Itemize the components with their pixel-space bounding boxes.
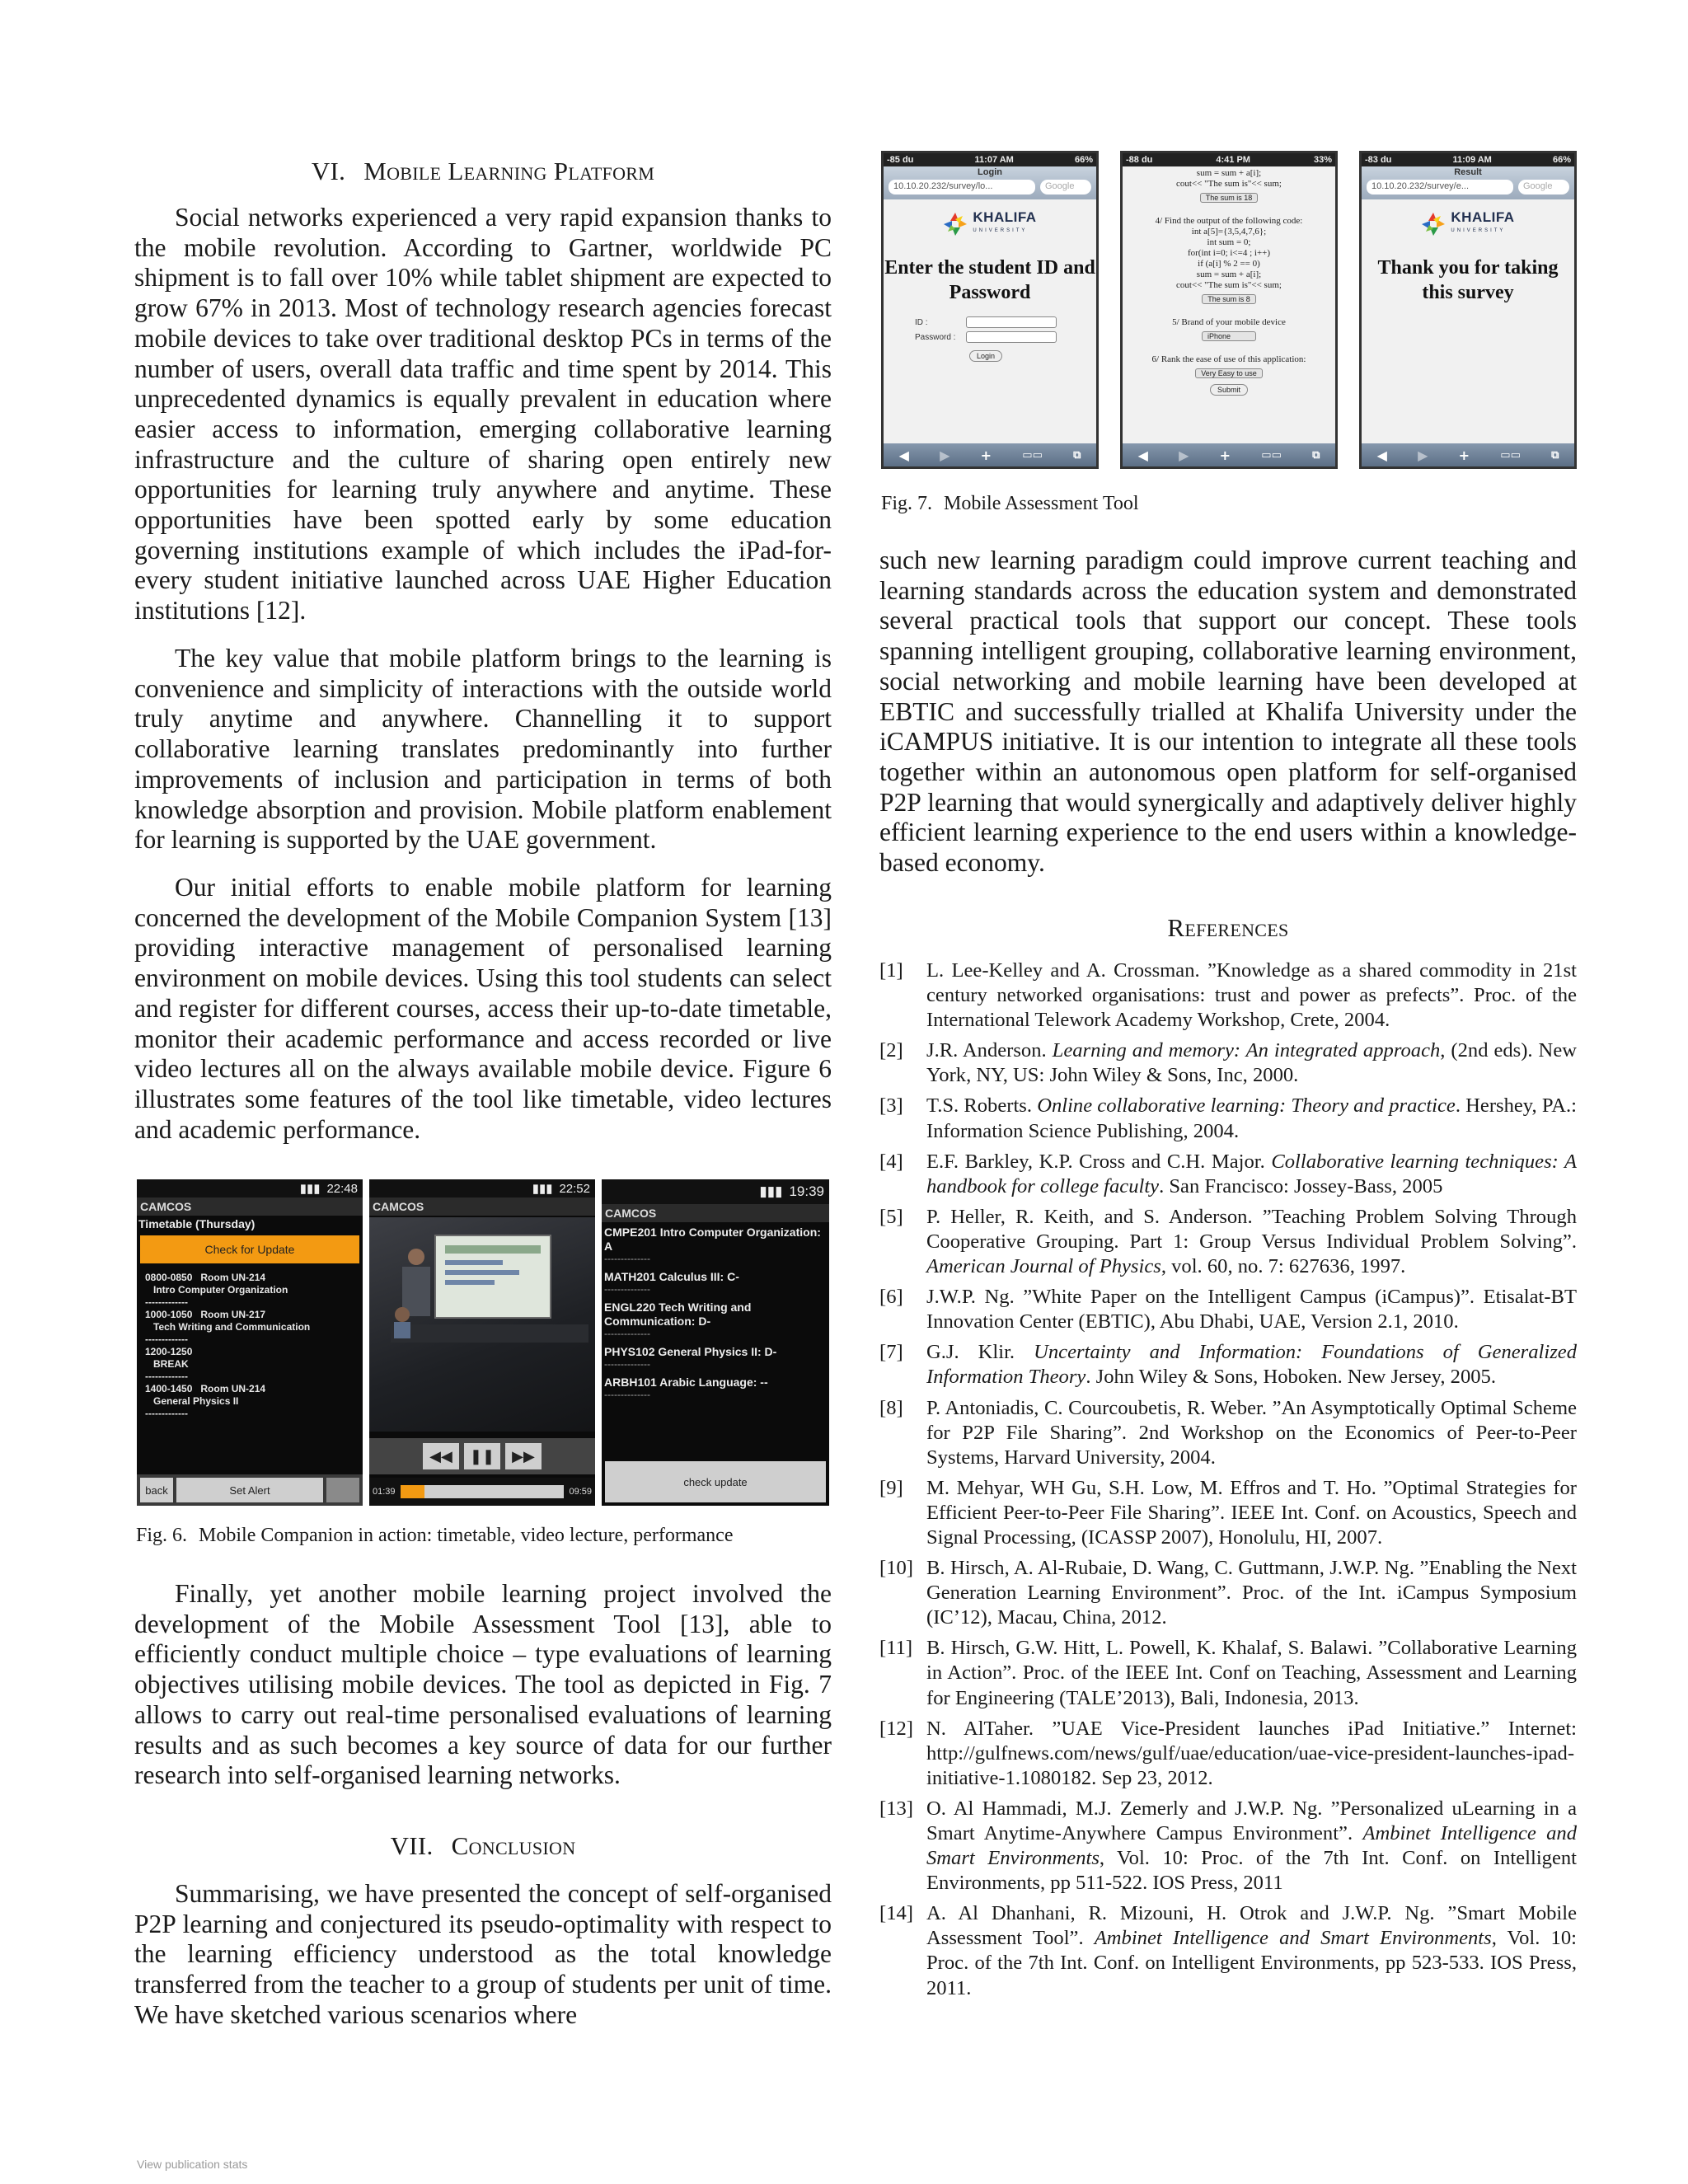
signal-icon: ▮▮▮ [532,1182,553,1196]
reference-number: [8] [879,1396,903,1419]
reference-text: . Hershey, PA.: Information Science Publishing, 2004. [926,1094,1577,1142]
elapsed-time: 01:39 [373,1487,396,1497]
thank-you-heading: Thank you for taking this survey [1377,257,1559,303]
reference-number: [11] [879,1637,913,1660]
logo-subtext: UNIVERSITY [1451,228,1506,233]
reference-text: P. Antoniadis, C. Courcoubetis, R. Weber. ”An Asymptotically Optimal Scheme for P2P File Sharing”. 2nd Workshop on the Economics of Peer-to-Peer Systems, Harvard University, 2004. [926,1396,1577,1469]
logo-text: KHALIFA [973,209,1037,225]
separator: -------------- [604,1283,650,1295]
login-button[interactable]: Login [969,350,1002,362]
login-heading: Enter the student ID and Password [884,257,1095,303]
reference-item [879,1094,1577,1143]
id-label: ID : [915,317,928,327]
reference-text: , Vol. 10: Proc. of the 7th Int. Conf. on Intelligent Environments, pp 523-533. IOS Press, 2011. [926,1927,1577,1999]
paragraph: The key value that mobile platform brings to the learning is convenience and simplicity of interactions with the outside world truly anytime and anywhere. Channelling it to support collaborative learning translates predominantly into further improvements of inclusion and participation in terms of both knowledge absorption and provision. Mobile platform enablement for learning is supported by the UAE government. [134,644,832,855]
reference-italic-title: Uncertainty and Information: Foundations of Generalized Information Theory [926,1341,1577,1389]
reference-text: L. Lee-Kelley and A. Crossman. ”Knowledge as a shared commodity in 21st century networked organisations: trust and power as prefects”. Proc. of the International Telework Academy Workshop, Crete, 2004. [926,959,1577,1032]
reference-item [879,958,1577,1033]
reference-item [879,1340,1577,1390]
id-input[interactable] [966,316,1057,328]
bookmarks-icon[interactable]: ▭▭ [1500,448,1521,462]
khalifa-logo-mark-icon [943,212,968,237]
caption-text: Mobile Assessment Tool [944,493,1139,514]
code-line: for(int i=0; i<=4 ; i++) [1187,248,1271,258]
lecture-scene-image [369,1217,595,1432]
section-7-heading [134,1831,832,1861]
bookmarks-icon[interactable]: ▭▭ [1261,448,1282,462]
paragraph: such new learning paradigm could improve current teaching and learning standards across the education system and demonstrated several practical tools that support our concept. These tools spanning intelligent grouping, collaborative learning environment, social networking and mobile learning have been developed at EBTIC and successfully trialled at Khalifa University under the iCAMPUS initiative. It is our intention to integrate all these tools together within an autonomous open platform for self-organised P2P learning that would synergically and adaptively deliver highly efficient learning experience to the end users within a knowledge-based economy. [879,546,1577,878]
back-arrow-icon[interactable]: ◀ [1376,447,1387,463]
check-for-update-button[interactable]: Check for Update [140,1235,359,1263]
signal-icon: ▮▮▮ [299,1182,321,1196]
paragraph: Finally, yet another mobile learning project involved the development of the Mobile Assessment Tool [13], able to efficiently conduct multiple choice – type evaluations of learning objectives utilising mobile devices. The tool as depicted in Fig. 7 allows to carry out real-time personalised evaluations of learning results and as such becomes a key source of data for our further research into self-organised learning networks. [134,1579,832,1790]
logo-subtext: UNIVERSITY [973,228,1028,233]
code-line: int sum = 0; [1207,237,1251,247]
clock: 4:41 PM [1216,155,1250,165]
password-label: Password : [915,332,956,342]
reference-italic-title: Ambinet Intelligence and Smart Environments [926,1822,1577,1870]
iphone-quiz-screenshot [1120,151,1338,469]
reference-text: B. Hirsch, A. Al-Rubaie, D. Wang, C. Guttmann, J.W.P. Ng. ”Enabling the Next Generation Learning Environment”. Proc. of the Int. iCampus Symposium (IC’12), Macau, China, 2012. [926,1557,1577,1629]
page-title: Result [1454,167,1482,177]
reference-number: [9] [879,1476,903,1499]
course-grade: MATH201 Calculus III: C- [604,1270,739,1283]
seek-bar-row [369,1478,595,1506]
reference-text: . San Francisco: Jossey-Bass, 2005 [1159,1174,1443,1197]
bottom-button-bar [137,1474,363,1506]
course-grade: CMPE201 Intro Computer Organization: A [604,1226,821,1253]
forward-arrow-icon[interactable]: ▶ [940,447,950,463]
reference-text: A. Al Dhanhani, R. Mizouni, H. Otrok and J.W.P. Ng. ”Smart Mobile Assessment Tool”. [926,1902,1577,1950]
ease-select[interactable]: Very Easy to use [1195,368,1263,378]
device-select[interactable]: iPhone [1202,331,1256,341]
clock: 22:52 [559,1181,590,1196]
signal-icon: ▮▮▮ [759,1183,783,1199]
battery-level: 33% [1313,155,1332,165]
figure-7-caption [881,491,1578,516]
add-icon[interactable]: + [1458,447,1470,463]
figure-label: Fig. 7. [881,493,933,514]
caption-text: Mobile Companion in action: timetable, video lecture, performance [199,1525,734,1546]
submit-button[interactable]: Submit [1210,384,1248,396]
section-title: Mobile Learning Platform [363,157,655,185]
course-grade: ENGL220 Tech Writing and Communication: D- [604,1301,752,1328]
paragraph: Social networks experienced a very rapid expansion thanks to the mobile revolution. According to Gartner, worldwide PC shipment is to fall over 10% while tablet shipment are expected to grow 67% in 2013. Most of technology research agencies forecast mobile devices to take over traditional desktop PCs in terms of the number of users, overall data traffic and time spent by 2014. This unprecedented dynamics is equally prevalent in education where easier access to information, emerging collaborative learning infrastructure and the culture of sharing open entirely new opportunities for learning truly anywhere and anytime. These opportunities have been spotted early by some education governing institutions example of which includes the iPad-for-every student initiative launched across UAE Higher Education institutions [12]. [134,203,832,626]
add-icon[interactable]: + [1219,447,1231,463]
khalifa-logo [884,211,1096,237]
reference-text: J.R. Anderson. [926,1039,1053,1062]
status-bar [1362,153,1574,166]
reference-text: B. Hirsch, G.W. Hitt, L. Powell, K. Khalaf, S. Balawi. ”Collaborative Learning in Action”. Proc. of the IEEE Int. Conf on Teaching, Assessment and Learning for Engineering (TALE’2013), Bali, Indonesia, 2013. [926,1637,1577,1709]
reference-italic-title: Learning and memory: An integrated approach [1052,1039,1441,1062]
next-button[interactable] [326,1478,359,1502]
status-bar [884,153,1096,166]
question-text: 5/ Brand of your mobile device [1172,317,1286,327]
section-number: VI. [311,157,346,185]
reference-italic-title: Online collaborative learning: Theory and practice [1037,1094,1456,1118]
browser-toolbar [1362,166,1574,199]
status-bar [1123,153,1335,166]
status-bar [369,1179,595,1197]
safari-bottom-toolbar [884,443,1096,466]
app-title: CAMCOS [137,1197,363,1216]
id-row [915,316,1096,328]
pages-icon[interactable]: ⧉ [1312,448,1320,462]
separator: -------------- [604,1358,650,1370]
clock: 11:09 AM [1452,155,1492,165]
reference-text: . John Wiley & Sons, Hoboken. New Jersey, 2005. [1085,1366,1497,1389]
rewind-button[interactable]: ◀◀ [423,1443,459,1469]
reference-text: N. AlTaher. ”UAE Vice-President launches iPad Initiative.” Internet: http://gulfnews.com/news/gulf/uae/education/uae-vice-president-launches-ipad-initiative-1.1080182. Sep 23, 2012. [926,1717,1577,1789]
page-title: Login [978,167,1002,177]
course-grade: ARBH101 Arabic Language: -- [604,1376,768,1389]
figure-7 [881,151,1577,469]
reference-item [879,1636,1577,1710]
total-time: 09:59 [569,1487,592,1497]
separator: -------------- [604,1253,650,1264]
quiz-content [1123,166,1335,396]
search-field[interactable]: Google [1518,180,1569,194]
phone-timetable-screenshot [137,1179,363,1506]
grades-list [602,1222,829,1399]
code-line: sum = sum + a[i]; [1196,168,1262,178]
reference-text: , vol. 60, no. 7: 627636, 1997. [1160,1255,1406,1278]
reference-text: M. Mehyar, WH Gu, S.H. Low, M. Effros and T. Ho. ”Optimal Strategies for Efficient Peer-to-Peer File Sharing”. IEEE Int. Conf. on Acoustics, Speech and Signal Processing, (ICASSP 2007), Honolulu, HI, 2007. [926,1476,1577,1549]
carrier: -85 du [887,155,914,165]
khalifa-logo-mark-icon [1421,212,1446,237]
reference-number: [4] [879,1150,903,1173]
lecture-video-frame[interactable] [369,1217,595,1432]
safari-bottom-toolbar [1362,443,1574,466]
reference-number: [7] [879,1341,903,1364]
carrier: -83 du [1365,155,1392,165]
section-number: VII. [390,1831,434,1860]
reference-item [879,1901,1577,2000]
reference-italic-title: Ambinet Intelligence and Smart Environments [1094,1927,1492,1950]
reference-text: O. Al Hammadi, M.J. Zemerly and J.W.P. Ng. ”Personalized uLearning in a Smart Anytime-Anywhere Campus Environment”. [926,1797,1577,1844]
reference-number: [14] [879,1902,913,1925]
reference-item [879,1150,1577,1199]
course-grade: PHYS102 General Physics II: D- [604,1345,777,1358]
back-button[interactable]: back [140,1478,173,1502]
browser-toolbar [884,166,1096,199]
khalifa-wordmark [1451,211,1514,237]
pages-icon[interactable]: ⧉ [1073,448,1081,462]
paragraph: Our initial efforts to enable mobile platform for learning concerned the development of the Mobile Companion System [13] providing interactive management of personalised learning environment on mobile devices. Using this tool students can select and register for different courses, access their up-to-date timetable, monitor their academic performance and access recorded or live video lectures all on the always available mobile device. Figure 6 illustrates some features of the tool like timetable, video lectures and academic performance. [134,873,832,1144]
reference-text: G.J. Klir. [926,1341,1034,1364]
answer-select[interactable]: The sum is 18 [1200,193,1259,203]
add-icon[interactable]: + [980,447,992,463]
app-title: CAMCOS [369,1197,595,1216]
reference-italic-title: American Journal of Physics [926,1255,1161,1278]
reference-number: [12] [879,1717,913,1740]
separator: -------------- [604,1328,650,1339]
code-line: cout<< "The sum is"<< sum; [1176,179,1282,189]
safari-bottom-toolbar [1123,443,1335,466]
figure-6-caption [136,1523,833,1548]
iphone-result-screenshot [1359,151,1577,469]
reference-item [879,1285,1577,1334]
reference-text: P. Heller, R. Keith, and S. Anderson. ”Teaching Problem Solving Through Cooperative Grouping. Part 1: Group Versus Individual Problem Solving”. [926,1205,1577,1253]
pause-button[interactable]: ❚❚ [464,1443,500,1469]
clock: 19:39 [789,1183,824,1199]
seek-bar-progress [401,1485,425,1498]
reference-item [879,1476,1577,1550]
reference-item [879,1797,1577,1896]
code-line: if (a[i] % 2 == 0) [1198,259,1260,269]
password-row [915,331,1096,343]
url-field[interactable]: 10.10.20.232/survey/lo... [889,180,1035,194]
forward-arrow-icon[interactable]: ▶ [1179,447,1189,463]
login-form [884,316,1096,363]
reference-item [879,1038,1577,1088]
code-line: int a[5]={3,5,4,7,6}; [1191,227,1267,237]
clock: 22:48 [326,1181,358,1196]
reference-text: E.F. Barkley, K.P. Cross and C.H. Major. [926,1150,1272,1173]
reference-text: J.W.P. Ng. ”White Paper on the Intelligent Campus (iCampus)”. Etisalat-BT Innovation Center (EBTIC), Abu Dhabi, UAE, Version 2.1, 2010. [926,1286,1577,1333]
seek-bar[interactable] [401,1485,565,1498]
reference-number: [10] [879,1557,913,1580]
reference-number: [3] [879,1094,903,1118]
reference-number: [1] [879,959,903,982]
section-6-heading [134,157,832,186]
phone-performance-screenshot [602,1179,829,1506]
references-heading: References [1167,913,1289,942]
battery-level: 66% [1074,155,1093,165]
reference-number: [6] [879,1286,903,1309]
figure-6 [137,1179,829,1506]
pages-icon[interactable]: ⧉ [1551,448,1559,462]
url-field[interactable]: 10.10.20.232/survey/e... [1367,180,1513,194]
section-title: Conclusion [451,1831,576,1860]
phone-video-screenshot [369,1179,595,1506]
timetable-list: 0800-0850 Room UN-214 Intro Computer Organization ------------- 1000-1050 Room UN-217 Tech Writing and Communication ------------- 1200-1250 BREAK ------------- 1400-1450 Room UN-214 General Physics II ------------- [145,1272,311,1419]
reference-italic-title: Collaborative learning techniques: A handbook for college faculty [926,1150,1577,1197]
reference-item [879,1556,1577,1630]
logo-text: KHALIFA [1451,209,1515,225]
reference-item [879,1396,1577,1470]
bookmarks-icon[interactable]: ▭▭ [1022,448,1043,462]
video-controls [369,1438,595,1474]
question-text: 6/ Rank the ease of use of this application: [1151,354,1306,364]
reference-item [879,1205,1577,1279]
app-title: CAMCOS [602,1204,829,1222]
check-update-button[interactable]: check update [605,1461,826,1502]
forward-arrow-icon[interactable]: ▶ [1418,447,1428,463]
password-input[interactable] [966,331,1057,343]
reference-number: [13] [879,1797,913,1820]
search-field[interactable]: Google [1040,180,1091,194]
answer-select[interactable]: The sum is 8 [1202,294,1256,304]
reference-item [879,1717,1577,1791]
code-line: cout<< "The sum is"<< sum; [1176,280,1282,290]
reference-number: [5] [879,1205,903,1228]
reference-text: , (2nd eds). New York, NY, US: John Wiley & Sons, Inc, 2000. [926,1039,1577,1087]
set-alert-button[interactable]: Set Alert [176,1478,323,1502]
reference-text: , Vol. 10: Proc. of the 7th Int. Conf. on Intelligent Environments, pp 511-522. IOS Press, 2011 [926,1847,1577,1895]
status-bar [137,1179,363,1197]
back-arrow-icon[interactable]: ◀ [898,447,909,463]
khalifa-logo [1362,211,1574,237]
iphone-login-screenshot [881,151,1099,469]
question-text: 4/ Find the output of the following code: [1155,216,1303,226]
footer-link[interactable]: View publication stats [137,2158,248,2171]
timetable-subtitle: Timetable (Thursday) [138,1217,256,1230]
reference-number: [2] [879,1039,903,1062]
paragraph: Summarising, we have presented the concept of self-organised P2P learning and conjectured its pseudo-optimality with respect to the learning efficiency understood as the total knowledge transferred from the teacher to a group of students per unit of time. We have sketched various scenarios where [134,1879,832,2029]
figure-label: Fig. 6. [136,1525,188,1546]
khalifa-wordmark [973,211,1036,237]
battery-level: 66% [1552,155,1571,165]
separator: -------------- [604,1389,650,1400]
references-list [879,958,1577,2007]
carrier: -88 du [1126,155,1153,165]
back-arrow-icon[interactable]: ◀ [1137,447,1148,463]
status-bar [602,1179,829,1204]
fast-forward-button[interactable]: ▶▶ [505,1443,542,1469]
code-line: sum = sum + a[i]; [1196,269,1262,279]
clock: 11:07 AM [974,155,1014,165]
reference-text: T.S. Roberts. [926,1094,1038,1118]
